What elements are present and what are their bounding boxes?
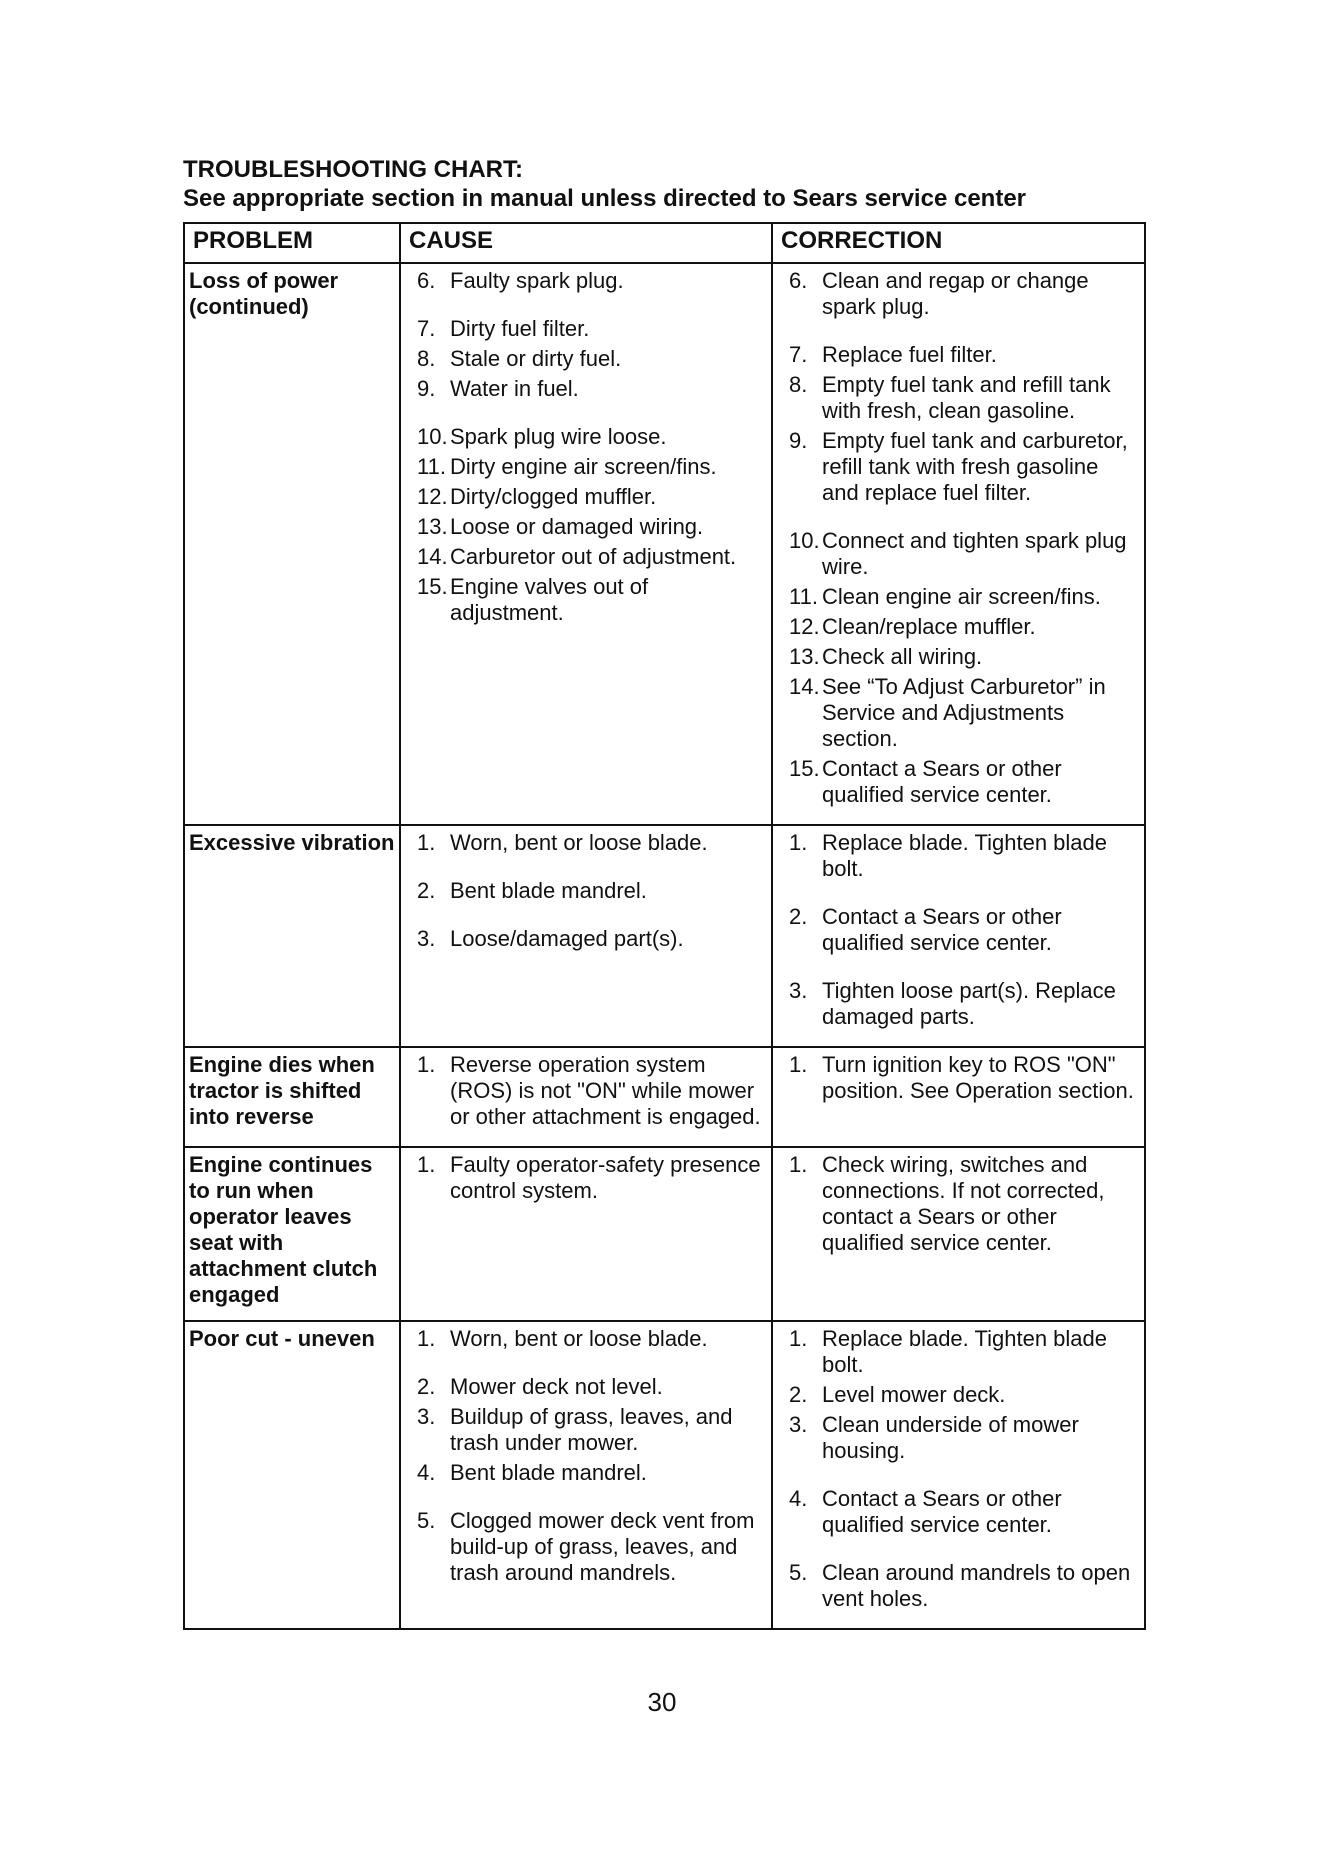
list-item bbox=[777, 372, 1140, 424]
item-number: 11. bbox=[417, 454, 446, 479]
item-number: 5. bbox=[417, 1508, 436, 1533]
list-item bbox=[777, 342, 1140, 368]
correction-list bbox=[777, 830, 1140, 1030]
problem-cell: Engine dies when tractor is shifted into reverse bbox=[184, 1047, 400, 1147]
item-number: 10. bbox=[789, 528, 820, 553]
correction-list bbox=[777, 1326, 1140, 1612]
list-item bbox=[777, 1412, 1140, 1464]
item-number: 1. bbox=[789, 830, 808, 855]
list-item bbox=[777, 1326, 1140, 1378]
item-text: Empty fuel tank and carburetor, refill tank with fresh gasoline and replace fuel filter. bbox=[822, 428, 1128, 505]
list-item bbox=[405, 346, 767, 372]
item-number: 7. bbox=[417, 316, 436, 341]
item-number: 2. bbox=[789, 904, 808, 929]
correction-cell bbox=[772, 263, 1145, 825]
item-text: Empty fuel tank and refill tank with fresh, clean gasoline. bbox=[822, 372, 1111, 423]
list-item bbox=[777, 1486, 1140, 1538]
item-text: Worn, bent or loose blade. bbox=[450, 830, 708, 855]
item-number: 3. bbox=[789, 978, 808, 1003]
item-number: 15. bbox=[417, 574, 448, 599]
problem-cell: Poor cut - uneven bbox=[184, 1321, 400, 1629]
table-row bbox=[184, 1147, 1145, 1321]
item-text: Clean underside of mower housing. bbox=[822, 1412, 1079, 1463]
problem-cell: Engine continues to run when operator leaves seat with attachment clutch engaged bbox=[184, 1147, 400, 1321]
item-number: 11. bbox=[789, 584, 818, 609]
item-text: Loose/damaged part(s). bbox=[450, 926, 684, 951]
item-text: Faulty spark plug. bbox=[450, 268, 624, 293]
item-text: Reverse operation system (ROS) is not "ON" while mower or other attachment is engaged. bbox=[450, 1052, 761, 1129]
header-correction: CORRECTION bbox=[772, 223, 1145, 263]
list-item bbox=[777, 1152, 1140, 1256]
cause-list bbox=[405, 1326, 767, 1586]
item-number: 13. bbox=[417, 514, 448, 539]
list-item bbox=[405, 574, 767, 626]
item-number: 2. bbox=[417, 878, 436, 903]
table-body bbox=[184, 263, 1145, 1629]
item-text: Clogged mower deck vent from build-up of grass, leaves, and trash around mandrels. bbox=[450, 1508, 755, 1585]
item-text: Connect and tighten spark plug wire. bbox=[822, 528, 1127, 579]
cause-cell bbox=[400, 1321, 772, 1629]
table-row bbox=[184, 825, 1145, 1047]
correction-list bbox=[777, 1052, 1140, 1104]
item-number: 1. bbox=[417, 1326, 436, 1351]
item-text: Clean and regap or change spark plug. bbox=[822, 268, 1089, 319]
item-number: 12. bbox=[417, 484, 448, 509]
item-text: Faulty operator-safety presence control system. bbox=[450, 1152, 761, 1203]
item-number: 5. bbox=[789, 1560, 808, 1585]
item-number: 9. bbox=[417, 376, 436, 401]
page-subtitle: See appropriate section in manual unless directed to Sears service center bbox=[183, 185, 1026, 212]
item-number: 2. bbox=[417, 1374, 436, 1399]
list-item bbox=[777, 1052, 1140, 1104]
item-number: 9. bbox=[789, 428, 808, 453]
correction-cell bbox=[772, 1047, 1145, 1147]
list-item bbox=[405, 268, 767, 294]
list-item bbox=[405, 830, 767, 856]
item-text: Dirty fuel filter. bbox=[450, 316, 590, 341]
item-number: 10. bbox=[417, 424, 448, 449]
item-number: 13. bbox=[789, 644, 820, 669]
page-title: TROUBLESHOOTING CHART: bbox=[183, 156, 523, 183]
item-number: 8. bbox=[789, 372, 808, 397]
item-number: 3. bbox=[417, 926, 436, 951]
item-text: Worn, bent or loose blade. bbox=[450, 1326, 708, 1351]
list-item bbox=[405, 1404, 767, 1456]
item-text: Mower deck not level. bbox=[450, 1374, 663, 1399]
table-header-row bbox=[184, 223, 1145, 263]
item-number: 7. bbox=[789, 342, 808, 367]
item-number: 12. bbox=[789, 614, 820, 639]
list-item bbox=[405, 514, 767, 540]
item-text: Clean engine air screen/fins. bbox=[822, 584, 1101, 609]
item-number: 6. bbox=[789, 268, 808, 293]
item-text: Engine valves out of adjustment. bbox=[450, 574, 649, 625]
item-text: Level mower deck. bbox=[822, 1382, 1006, 1407]
list-item bbox=[405, 1374, 767, 1400]
cause-list bbox=[405, 268, 767, 626]
item-number: 1. bbox=[789, 1052, 808, 1077]
cause-cell bbox=[400, 263, 772, 825]
header-problem: PROBLEM bbox=[184, 223, 400, 263]
item-number: 3. bbox=[417, 1404, 436, 1429]
cause-cell bbox=[400, 825, 772, 1047]
item-text: Buildup of grass, leaves, and trash under mower. bbox=[450, 1404, 733, 1455]
item-number: 3. bbox=[789, 1412, 808, 1437]
list-item bbox=[777, 978, 1140, 1030]
item-text: See “To Adjust Carburetor” in Service and Adjustments section. bbox=[822, 674, 1106, 751]
item-text: Tighten loose part(s). Replace damaged parts. bbox=[822, 978, 1116, 1029]
list-item bbox=[777, 830, 1140, 882]
list-item bbox=[777, 528, 1140, 580]
item-text: Contact a Sears or other qualified service center. bbox=[822, 904, 1062, 955]
item-number: 1. bbox=[789, 1152, 808, 1177]
problem-cell: Excessive vibration bbox=[184, 825, 400, 1047]
cause-list bbox=[405, 830, 767, 952]
item-text: Check wiring, switches and connections. If not corrected, contact a Sears or other qualified service center. bbox=[822, 1152, 1105, 1255]
cause-list bbox=[405, 1052, 767, 1130]
list-item bbox=[777, 268, 1140, 320]
list-item bbox=[405, 544, 767, 570]
table-row bbox=[184, 1321, 1145, 1629]
item-text: Replace blade. Tighten blade bolt. bbox=[822, 830, 1107, 881]
item-text: Turn ignition key to ROS "ON" position. See Operation section. bbox=[822, 1052, 1134, 1103]
item-text: Contact a Sears or other qualified service center. bbox=[822, 1486, 1062, 1537]
cause-list bbox=[405, 1152, 767, 1204]
list-item bbox=[405, 376, 767, 402]
item-text: Loose or damaged wiring. bbox=[450, 514, 704, 539]
item-number: 6. bbox=[417, 268, 436, 293]
item-number: 14. bbox=[789, 674, 820, 699]
item-number: 1. bbox=[417, 830, 436, 855]
item-text: Bent blade mandrel. bbox=[450, 878, 647, 903]
item-text: Carburetor out of adjustment. bbox=[450, 544, 737, 569]
cause-cell bbox=[400, 1147, 772, 1321]
cause-cell bbox=[400, 1047, 772, 1147]
item-text: Dirty engine air screen/fins. bbox=[450, 454, 717, 479]
list-item bbox=[405, 926, 767, 952]
list-item bbox=[405, 1460, 767, 1486]
list-item bbox=[777, 756, 1140, 808]
list-item bbox=[405, 484, 767, 510]
list-item bbox=[777, 428, 1140, 506]
list-item bbox=[405, 454, 767, 480]
item-number: 1. bbox=[417, 1152, 436, 1177]
troubleshooting-table bbox=[183, 222, 1146, 1630]
item-text: Clean around mandrels to open vent holes. bbox=[822, 1560, 1131, 1611]
item-number: 14. bbox=[417, 544, 448, 569]
list-item bbox=[405, 1326, 767, 1352]
list-item bbox=[405, 1152, 767, 1204]
item-number: 1. bbox=[789, 1326, 808, 1351]
list-item bbox=[777, 1382, 1140, 1408]
item-text: Replace fuel filter. bbox=[822, 342, 997, 367]
correction-cell bbox=[772, 1321, 1145, 1629]
item-number: 4. bbox=[417, 1460, 436, 1485]
table-row bbox=[184, 263, 1145, 825]
item-number: 4. bbox=[789, 1486, 808, 1511]
item-text: Clean/replace muffler. bbox=[822, 614, 1036, 639]
list-item bbox=[405, 878, 767, 904]
item-number: 1. bbox=[417, 1052, 436, 1077]
list-item bbox=[777, 674, 1140, 752]
correction-cell bbox=[772, 1147, 1145, 1321]
item-text: Stale or dirty fuel. bbox=[450, 346, 622, 371]
list-item bbox=[405, 424, 767, 450]
problem-cell: Loss of power (continued) bbox=[184, 263, 400, 825]
item-text: Bent blade mandrel. bbox=[450, 1460, 647, 1485]
list-item bbox=[405, 1052, 767, 1130]
item-text: Contact a Sears or other qualified service center. bbox=[822, 756, 1062, 807]
list-item bbox=[777, 614, 1140, 640]
header-cause: CAUSE bbox=[400, 223, 772, 263]
table-row bbox=[184, 1047, 1145, 1147]
item-number: 8. bbox=[417, 346, 436, 371]
correction-list bbox=[777, 268, 1140, 808]
item-text: Replace blade. Tighten blade bolt. bbox=[822, 1326, 1107, 1377]
list-item bbox=[777, 644, 1140, 670]
item-text: Water in fuel. bbox=[450, 376, 579, 401]
item-number: 15. bbox=[789, 756, 820, 781]
page-number: 30 bbox=[647, 1687, 677, 1717]
correction-list bbox=[777, 1152, 1140, 1256]
list-item bbox=[777, 584, 1140, 610]
item-text: Spark plug wire loose. bbox=[450, 424, 667, 449]
list-item bbox=[405, 316, 767, 342]
list-item bbox=[777, 904, 1140, 956]
list-item bbox=[405, 1508, 767, 1586]
item-text: Check all wiring. bbox=[822, 644, 983, 669]
list-item bbox=[777, 1560, 1140, 1612]
item-text: Dirty/clogged muffler. bbox=[450, 484, 657, 509]
correction-cell bbox=[772, 825, 1145, 1047]
item-number: 2. bbox=[789, 1382, 808, 1407]
